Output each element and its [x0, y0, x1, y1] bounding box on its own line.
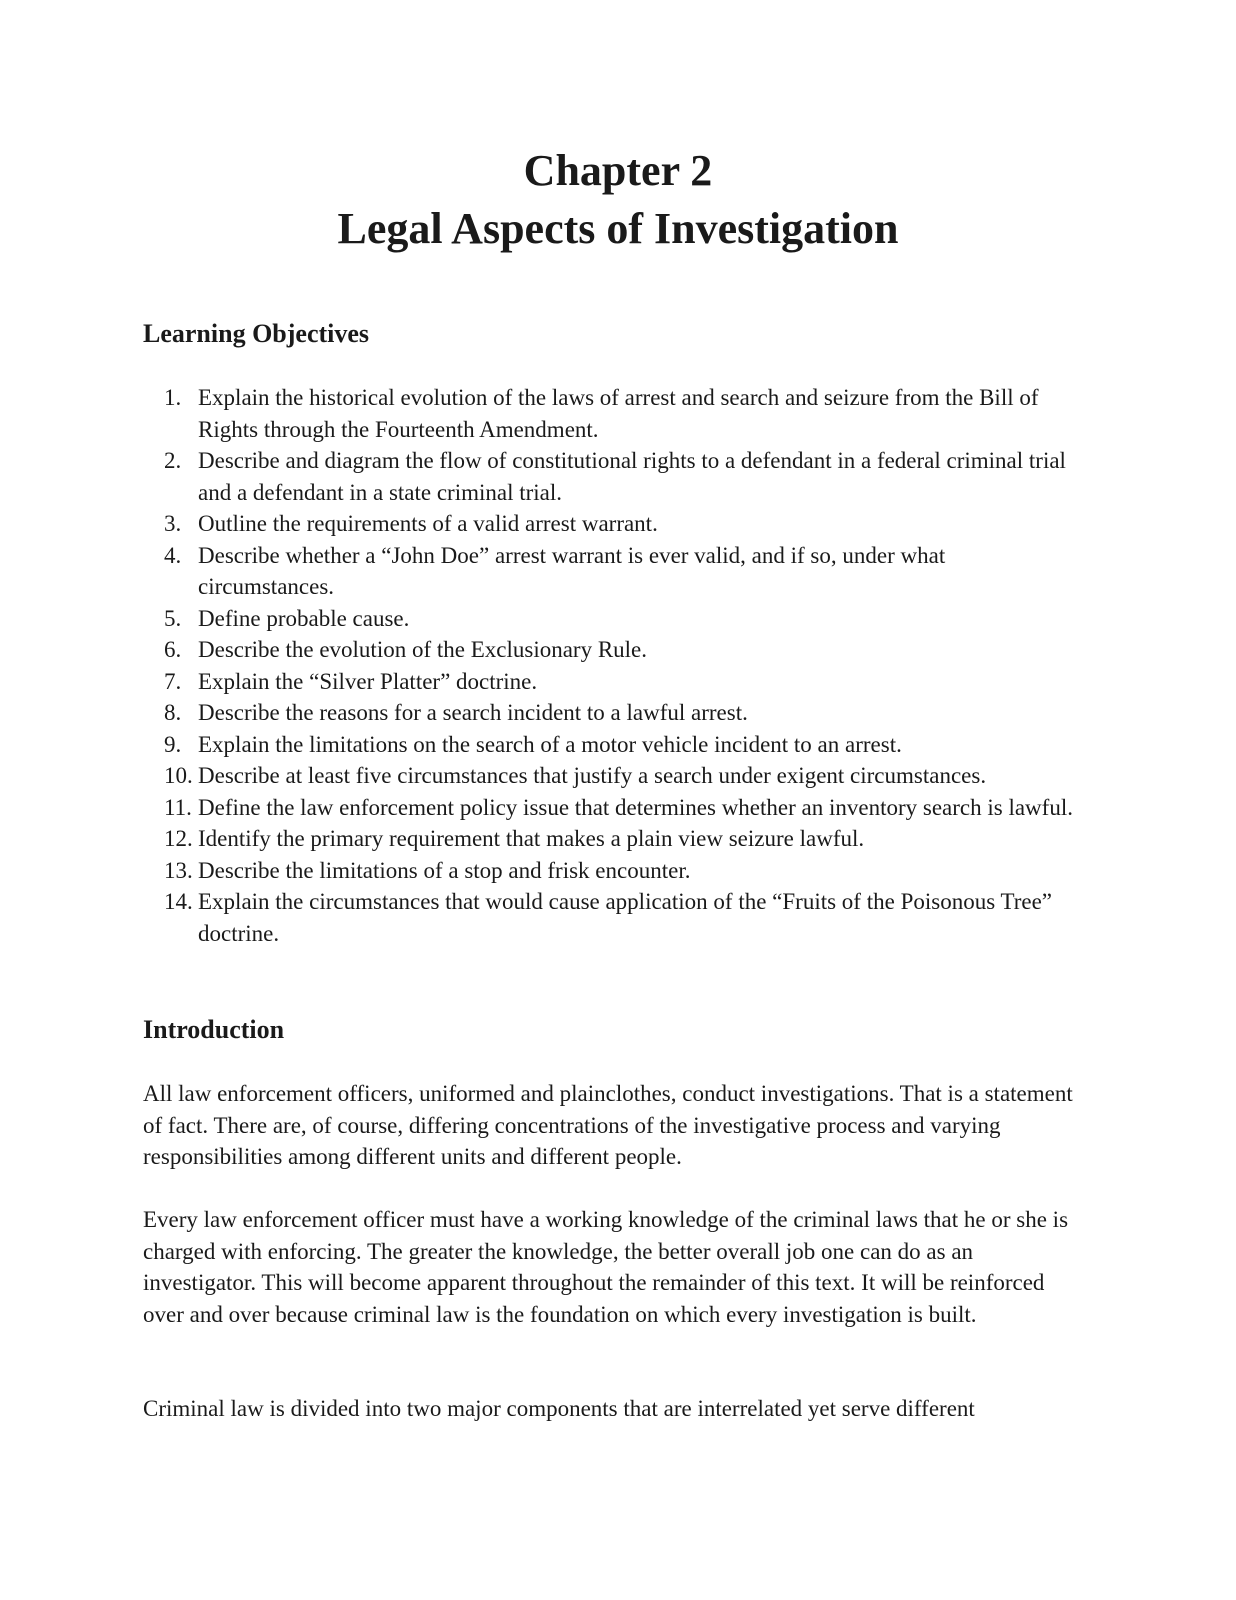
objective-number-cell [143, 445, 198, 508]
objective-number-cell [143, 760, 198, 792]
objective-item [143, 855, 1083, 887]
objective-item [143, 729, 1083, 761]
objective-item [143, 666, 1083, 698]
chapter-number: Chapter 2 [523, 146, 713, 195]
objective-item [143, 508, 1083, 540]
objective-number: 3. [164, 511, 182, 536]
objective-text: Define the law enforcement policy issue that determines whether an inventory search is lawful. [198, 794, 1073, 820]
objective-item [143, 445, 1083, 508]
objective-item [143, 823, 1083, 855]
objective-text: Identify the primary requirement that makes a plain view seizure lawful. [198, 826, 865, 851]
objective-text: Define probable cause. [198, 605, 410, 631]
objective-number: 2. [164, 448, 182, 473]
learning-objectives-list [143, 382, 1083, 949]
objective-item [143, 760, 1083, 792]
objective-number: 5. [164, 605, 182, 631]
objective-number-cell [143, 540, 198, 603]
intro-paragraph: Every law enforcement officer must have a working knowledge of the criminal laws that he or she is charged with enforcing. The greater the knowledge, the better overall job one can do as an investigator. This will become apparent throughout the remainder of this text. It will be reinforced over and over because criminal law is the foundation on which every investigation is built. [143, 1207, 1069, 1327]
objective-number-cell [143, 792, 198, 824]
objective-number-cell [143, 823, 198, 855]
objective-number-cell [143, 729, 198, 761]
objective-text: Describe at least five circumstances that justify a search under exigent circumstances. [198, 763, 987, 788]
learning-objectives-heading: Learning Objectives [143, 319, 370, 348]
objective-text: Outline the requirements of a valid arrest warrant. [198, 511, 658, 536]
objective-number-cell [143, 382, 198, 445]
objective-item [143, 540, 1083, 603]
objective-text: Describe and diagram the flow of constitutional rights to a defendant in a federal criminal trial and a defendant in a state criminal trial. [198, 448, 1066, 505]
objective-item [143, 697, 1083, 729]
objective-number-cell [143, 886, 198, 949]
objective-number-cell [143, 855, 198, 887]
chapter-heading [0, 142, 1236, 258]
intro-paragraph: Criminal law is divided into two major components that are interrelated yet serve different [143, 1396, 975, 1421]
objective-number: 6. [164, 637, 182, 662]
objective-number-cell [143, 697, 198, 729]
objective-item [143, 382, 1083, 445]
objective-number: 12. [164, 826, 193, 851]
objective-number: 14. [164, 889, 193, 914]
objective-text: Explain the circumstances that would cause application of the “Fruits of the Poisonous Tree” doctrine. [198, 889, 1053, 946]
objective-number-cell [143, 634, 198, 666]
objective-number: 9. [164, 731, 182, 757]
objective-text: Describe the limitations of a stop and frisk encounter. [198, 857, 691, 883]
objective-item [143, 634, 1083, 666]
objective-number: 1. [164, 385, 182, 410]
objective-text: Describe the evolution of the Exclusionary Rule. [198, 637, 648, 662]
chapter-title: Legal Aspects of Investigation [337, 204, 899, 253]
objective-number-cell [143, 666, 198, 698]
objective-text: Explain the historical evolution of the laws of arrest and search and seizure from the Bill of Rights through the Fourteenth Amendment. [198, 385, 1039, 442]
intro-paragraph: All law enforcement officers, uniformed and plainclothes, conduct investigations. That is a statement of fact. There are, of course, differing concentrations of the investigative process and varying responsibilities among different units and different people. [143, 1081, 1073, 1169]
objective-text: Describe the reasons for a search incident to a lawful arrest. [198, 700, 748, 725]
introduction-heading: Introduction [143, 1015, 285, 1044]
objective-number: 11. [164, 794, 192, 820]
objective-text: Explain the “Silver Platter” doctrine. [198, 668, 538, 694]
objective-number: 7. [164, 668, 182, 694]
objective-text: Describe whether a “John Doe” arrest warrant is ever valid, and if so, under what circumstances. [198, 542, 946, 599]
objective-number-cell [143, 508, 198, 540]
objective-number: 8. [164, 700, 182, 725]
objective-number: 13. [164, 857, 193, 883]
objective-item [143, 792, 1083, 824]
objective-number-cell [143, 603, 198, 635]
objective-number: 4. [164, 542, 182, 568]
objective-item [143, 603, 1083, 635]
objective-number: 10. [164, 763, 193, 788]
objective-text: Explain the limitations on the search of a motor vehicle incident to an arrest. [198, 731, 902, 757]
objective-item [143, 886, 1083, 949]
